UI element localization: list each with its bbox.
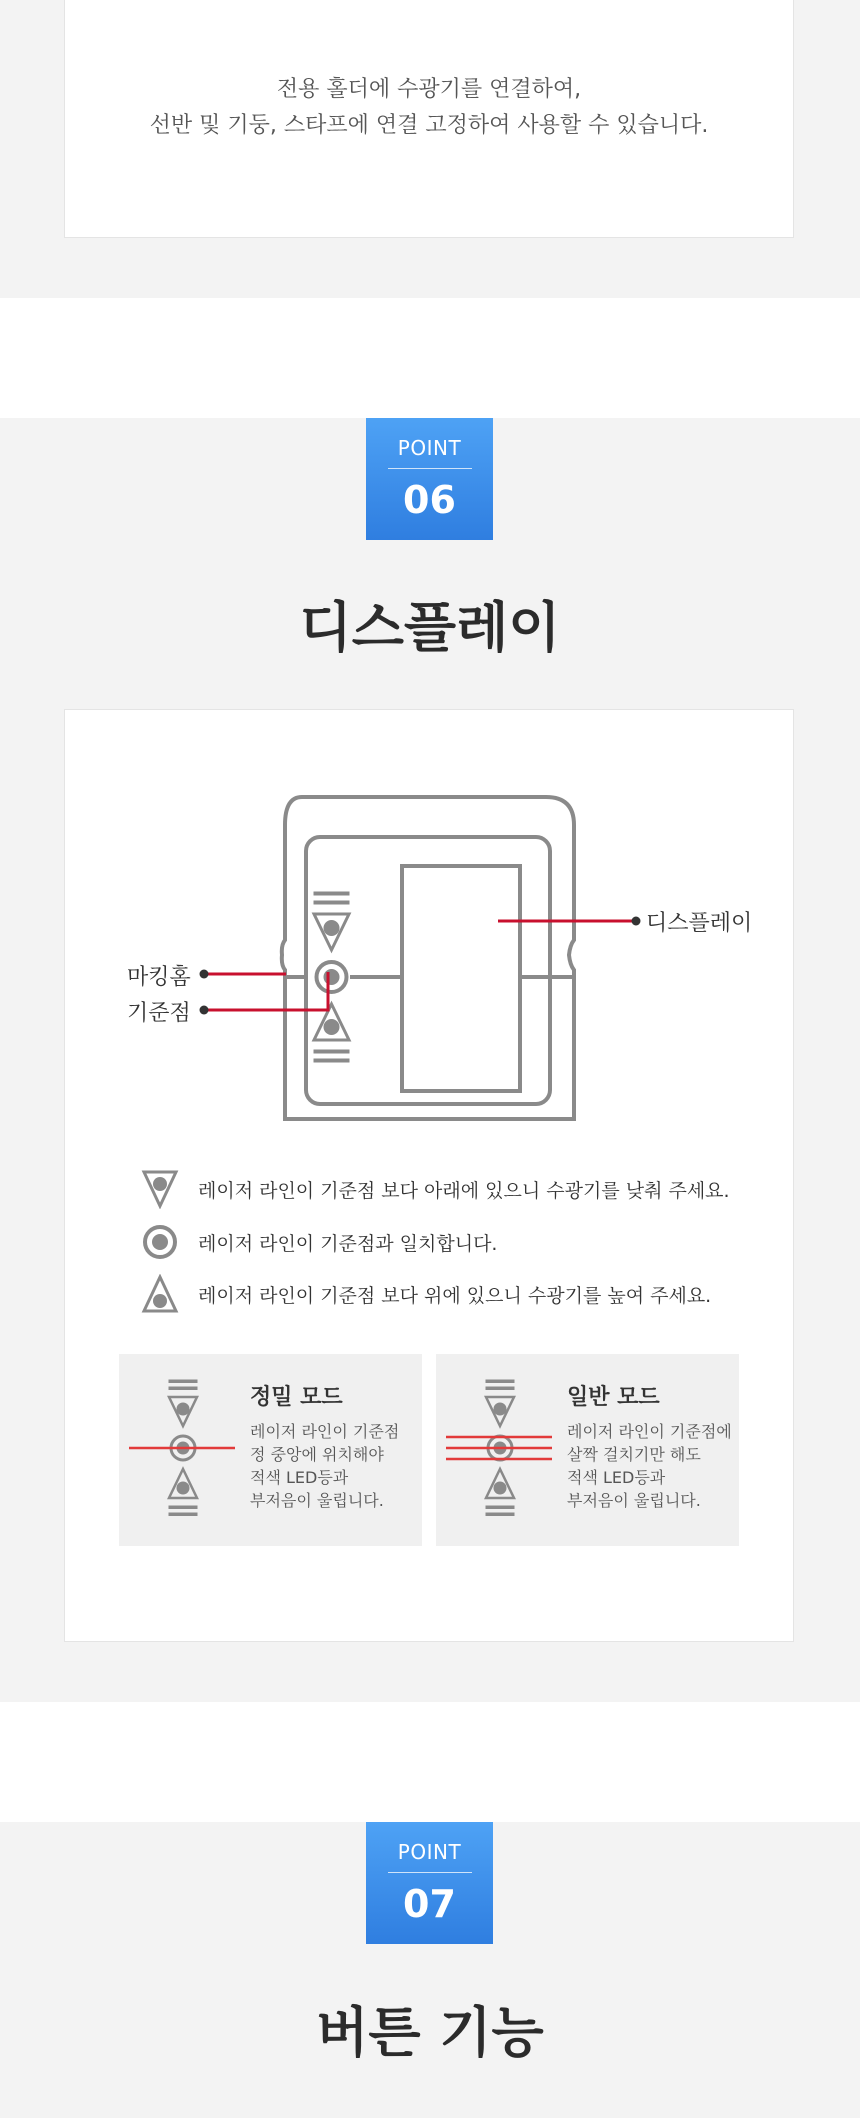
display-screen <box>402 866 520 1091</box>
device-inner-frame <box>306 837 550 1104</box>
precision-mode-line: 레이저 라인이 기준점 <box>250 1422 400 1441</box>
legend-row-raise <box>140 1274 711 1314</box>
callout-marking-groove: 마킹홈 <box>127 965 191 990</box>
callout-reference-point: 기준점 <box>127 1001 191 1026</box>
precision-mode-title: 정밀 모드 <box>250 1385 343 1410</box>
legend-row-lower <box>140 1169 730 1209</box>
reference-callout-line <box>204 972 328 1010</box>
intro-line-2: 선반 및 기둥, 스타프에 연결 고정하여 사용할 수 있습니다. <box>149 113 709 138</box>
section-spacer <box>0 1702 860 1822</box>
normal-mode-line: 살짝 걸치기만 해도 <box>567 1445 701 1464</box>
badge-number: 06 <box>403 478 456 522</box>
normal-mode-indicator-icon <box>436 1354 566 1546</box>
triangle-down-icon <box>140 1169 180 1209</box>
precision-mode-desc <box>250 1420 415 1512</box>
legend-text-match: 레이저 라인이 기준점과 일치합니다. <box>198 1232 498 1255</box>
section-heading-display: 디스플레이 <box>299 596 561 659</box>
badge-label: POINT <box>397 436 462 460</box>
legend-text-raise: 레이저 라인이 기준점 보다 위에 있으니 수광기를 높여 주세요. <box>198 1284 712 1307</box>
circle-target-icon <box>140 1222 180 1262</box>
badge-number: 07 <box>403 1882 456 1926</box>
normal-mode-desc <box>567 1420 732 1512</box>
normal-mode-title: 일반 모드 <box>567 1385 660 1410</box>
point-badge-07 <box>366 1822 493 1944</box>
precision-mode-box <box>119 1354 422 1546</box>
marking-indicator-icon <box>314 892 349 1062</box>
callout-display: 디스플레이 <box>646 911 753 936</box>
precision-mode-line: 적색 LED등과 <box>250 1468 349 1487</box>
normal-mode-line: 레이저 라인이 기준점에 <box>567 1422 732 1441</box>
badge-label: POINT <box>397 1840 462 1864</box>
device-outer-body <box>282 797 574 1119</box>
normal-mode-line: 부저음이 울립니다. <box>567 1491 701 1510</box>
triangle-up-icon <box>140 1274 180 1314</box>
legend-row-match <box>140 1222 497 1262</box>
legend-text-lower: 레이저 라인이 기준점 보다 아래에 있으니 수광기를 낮춰 주세요. <box>198 1179 730 1202</box>
badge-divider <box>388 1872 472 1873</box>
normal-mode-line: 적색 LED등과 <box>567 1468 666 1487</box>
precision-mode-line: 부저음이 울립니다. <box>250 1491 384 1510</box>
section-heading-button-function: 버튼 기능 <box>316 2001 544 2064</box>
precision-mode-line: 정 중앙에 위치해야 <box>250 1445 384 1464</box>
precision-mode-indicator-icon <box>119 1354 249 1546</box>
intro-line-1: 전용 홀더에 수광기를 연결하여, <box>276 77 582 102</box>
normal-mode-box <box>436 1354 739 1546</box>
